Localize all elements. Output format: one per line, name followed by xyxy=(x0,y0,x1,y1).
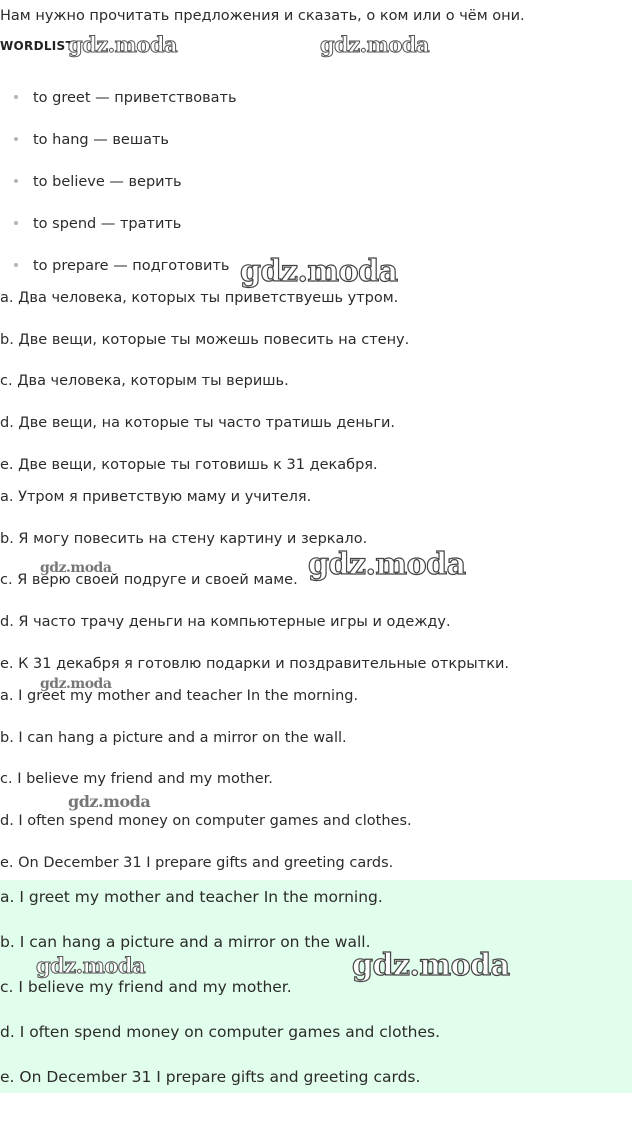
highlighted-answer-a: a. I greet my mother and teacher In the morning. xyxy=(0,888,383,906)
bullet-icon xyxy=(14,221,18,225)
answer-ru-c: c. Я верю своей подруге и своей маме. xyxy=(0,572,298,588)
question-d: d. Две вещи, на которые ты часто тратишь деньги. xyxy=(0,415,396,431)
watermark: gdz.moda xyxy=(240,254,398,289)
question-a: a. Два человека, которых ты приветствуешь утром. xyxy=(0,290,399,306)
wordlist-heading: WORDLIST xyxy=(0,39,74,53)
answer-en-a: a. I greet my mother and teacher In the morning. xyxy=(0,688,359,704)
watermark: gdz.moda xyxy=(36,953,146,978)
answer-en-e: e. On December 31 I prepare gifts and greeting cards. xyxy=(0,855,394,871)
wordlist-item xyxy=(14,174,182,190)
question-e: e. Две вещи, которые ты готовишь к 31 декабря. xyxy=(0,457,378,473)
bullet-icon xyxy=(14,263,18,267)
wordlist-item xyxy=(14,132,169,148)
watermark: gdz.moda xyxy=(40,560,112,576)
answer-ru-d: d. Я часто трачу деньги на компьютерные игры и одежду. xyxy=(0,614,451,630)
highlighted-answer-d: d. I often spend money on computer games and clothes. xyxy=(0,1023,441,1041)
bullet-icon xyxy=(14,137,18,141)
highlighted-answer-c: c. I believe my friend and my mother. xyxy=(0,978,292,996)
question-b: b. Две вещи, которые ты можешь повесить на стену. xyxy=(0,332,410,348)
highlighted-answer-b: b. I can hang a picture and a mirror on the wall. xyxy=(0,933,371,951)
highlighted-answer-e: e. On December 31 I prepare gifts and greeting cards. xyxy=(0,1068,421,1086)
watermark: gdz.moda xyxy=(40,676,112,692)
bullet-icon xyxy=(14,179,18,183)
answer-ru-a: a. Утром я приветствую маму и учителя. xyxy=(0,489,312,505)
watermark: gdz.moda xyxy=(68,792,151,811)
question-c: c. Два человека, которым ты веришь. xyxy=(0,373,289,389)
answer-ru-e: e. К 31 декабря я готовлю подарки и поздравительные открытки. xyxy=(0,656,509,672)
wordlist-item-text: to prepare — подготовить xyxy=(33,258,230,274)
watermark: gdz.moda xyxy=(68,32,178,57)
wordlist-item-text: to spend — тратить xyxy=(33,216,182,232)
wordlist-item-text: to believe — верить xyxy=(33,174,182,190)
intro-text: Нам нужно прочитать предложения и сказать, о ком или о чём они. xyxy=(0,8,525,24)
answer-en-b: b. I can hang a picture and a mirror on the wall. xyxy=(0,730,347,746)
wordlist-item xyxy=(14,258,229,274)
bullet-icon xyxy=(14,95,18,99)
watermark: gdz.moda xyxy=(308,547,466,582)
wordlist-item xyxy=(14,90,237,106)
answer-ru-b: b. Я могу повесить на стену картину и зеркало. xyxy=(0,531,368,547)
wordlist-item-text: to greet — приветствовать xyxy=(33,90,237,106)
answer-en-d: d. I often spend money on computer games and clothes. xyxy=(0,813,412,829)
wordlist-item xyxy=(14,216,181,232)
answer-en-c: c. I believe my friend and my mother. xyxy=(0,771,273,787)
watermark: gdz.moda xyxy=(352,948,510,983)
watermark: gdz.moda xyxy=(320,32,430,57)
wordlist-item-text: to hang — вешать xyxy=(33,132,169,148)
